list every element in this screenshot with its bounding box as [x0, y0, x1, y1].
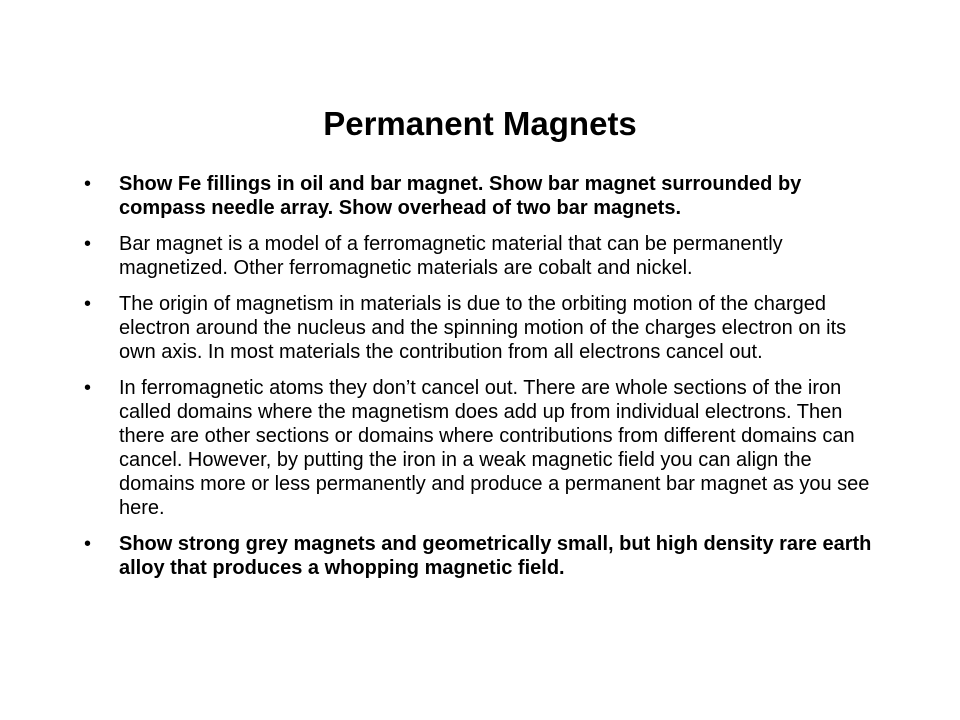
bullet-list — [84, 172, 884, 592]
slide-title: Permanent Magnets — [323, 105, 637, 142]
bullet-text: Show Fe fillings in oil and bar magnet. Show bar magnet surrounded by compass needle array. Show overhead of two bar magnets. — [119, 173, 802, 219]
bullet-text: In ferromagnetic atoms they don’t cancel out. There are whole sections of the iron called domains where the magnetism does add up from individual electrons. Then there are other sections or domains where contributions from different domains can cancel. However, by putting the iron in a weak magnetic field you can align the domains more or less permanently and produce a permanent bar magnet as you see here. — [119, 377, 870, 519]
bullet-marker: • — [84, 377, 92, 399]
bullet-item-demo-rare-earth — [84, 532, 884, 580]
bullet-item-origin-of-magnetism — [84, 292, 884, 364]
bullet-marker: • — [84, 293, 92, 315]
bullet-marker: • — [84, 233, 92, 255]
bullet-text: Bar magnet is a model of a ferromagnetic material that can be permanently magnetized. Other ferromagnetic materials are cobalt and nickel. — [119, 233, 783, 279]
bullet-text: The origin of magnetism in materials is due to the orbiting motion of the charged electron around the nucleus and the spinning motion of the charges electron on its own axis. In most materials the contribution from all electrons cancel out. — [119, 293, 847, 363]
bullet-marker: • — [84, 533, 92, 555]
bullet-marker: • — [84, 173, 92, 195]
bullet-item-bar-magnet-model — [84, 232, 884, 280]
bullet-item-ferromagnetic-domains — [84, 376, 884, 520]
bullet-text: Show strong grey magnets and geometrically small, but high density rare earth alloy that produces a whopping magnetic field. — [119, 533, 872, 579]
bullet-item-demo-fe-filings — [84, 172, 884, 220]
